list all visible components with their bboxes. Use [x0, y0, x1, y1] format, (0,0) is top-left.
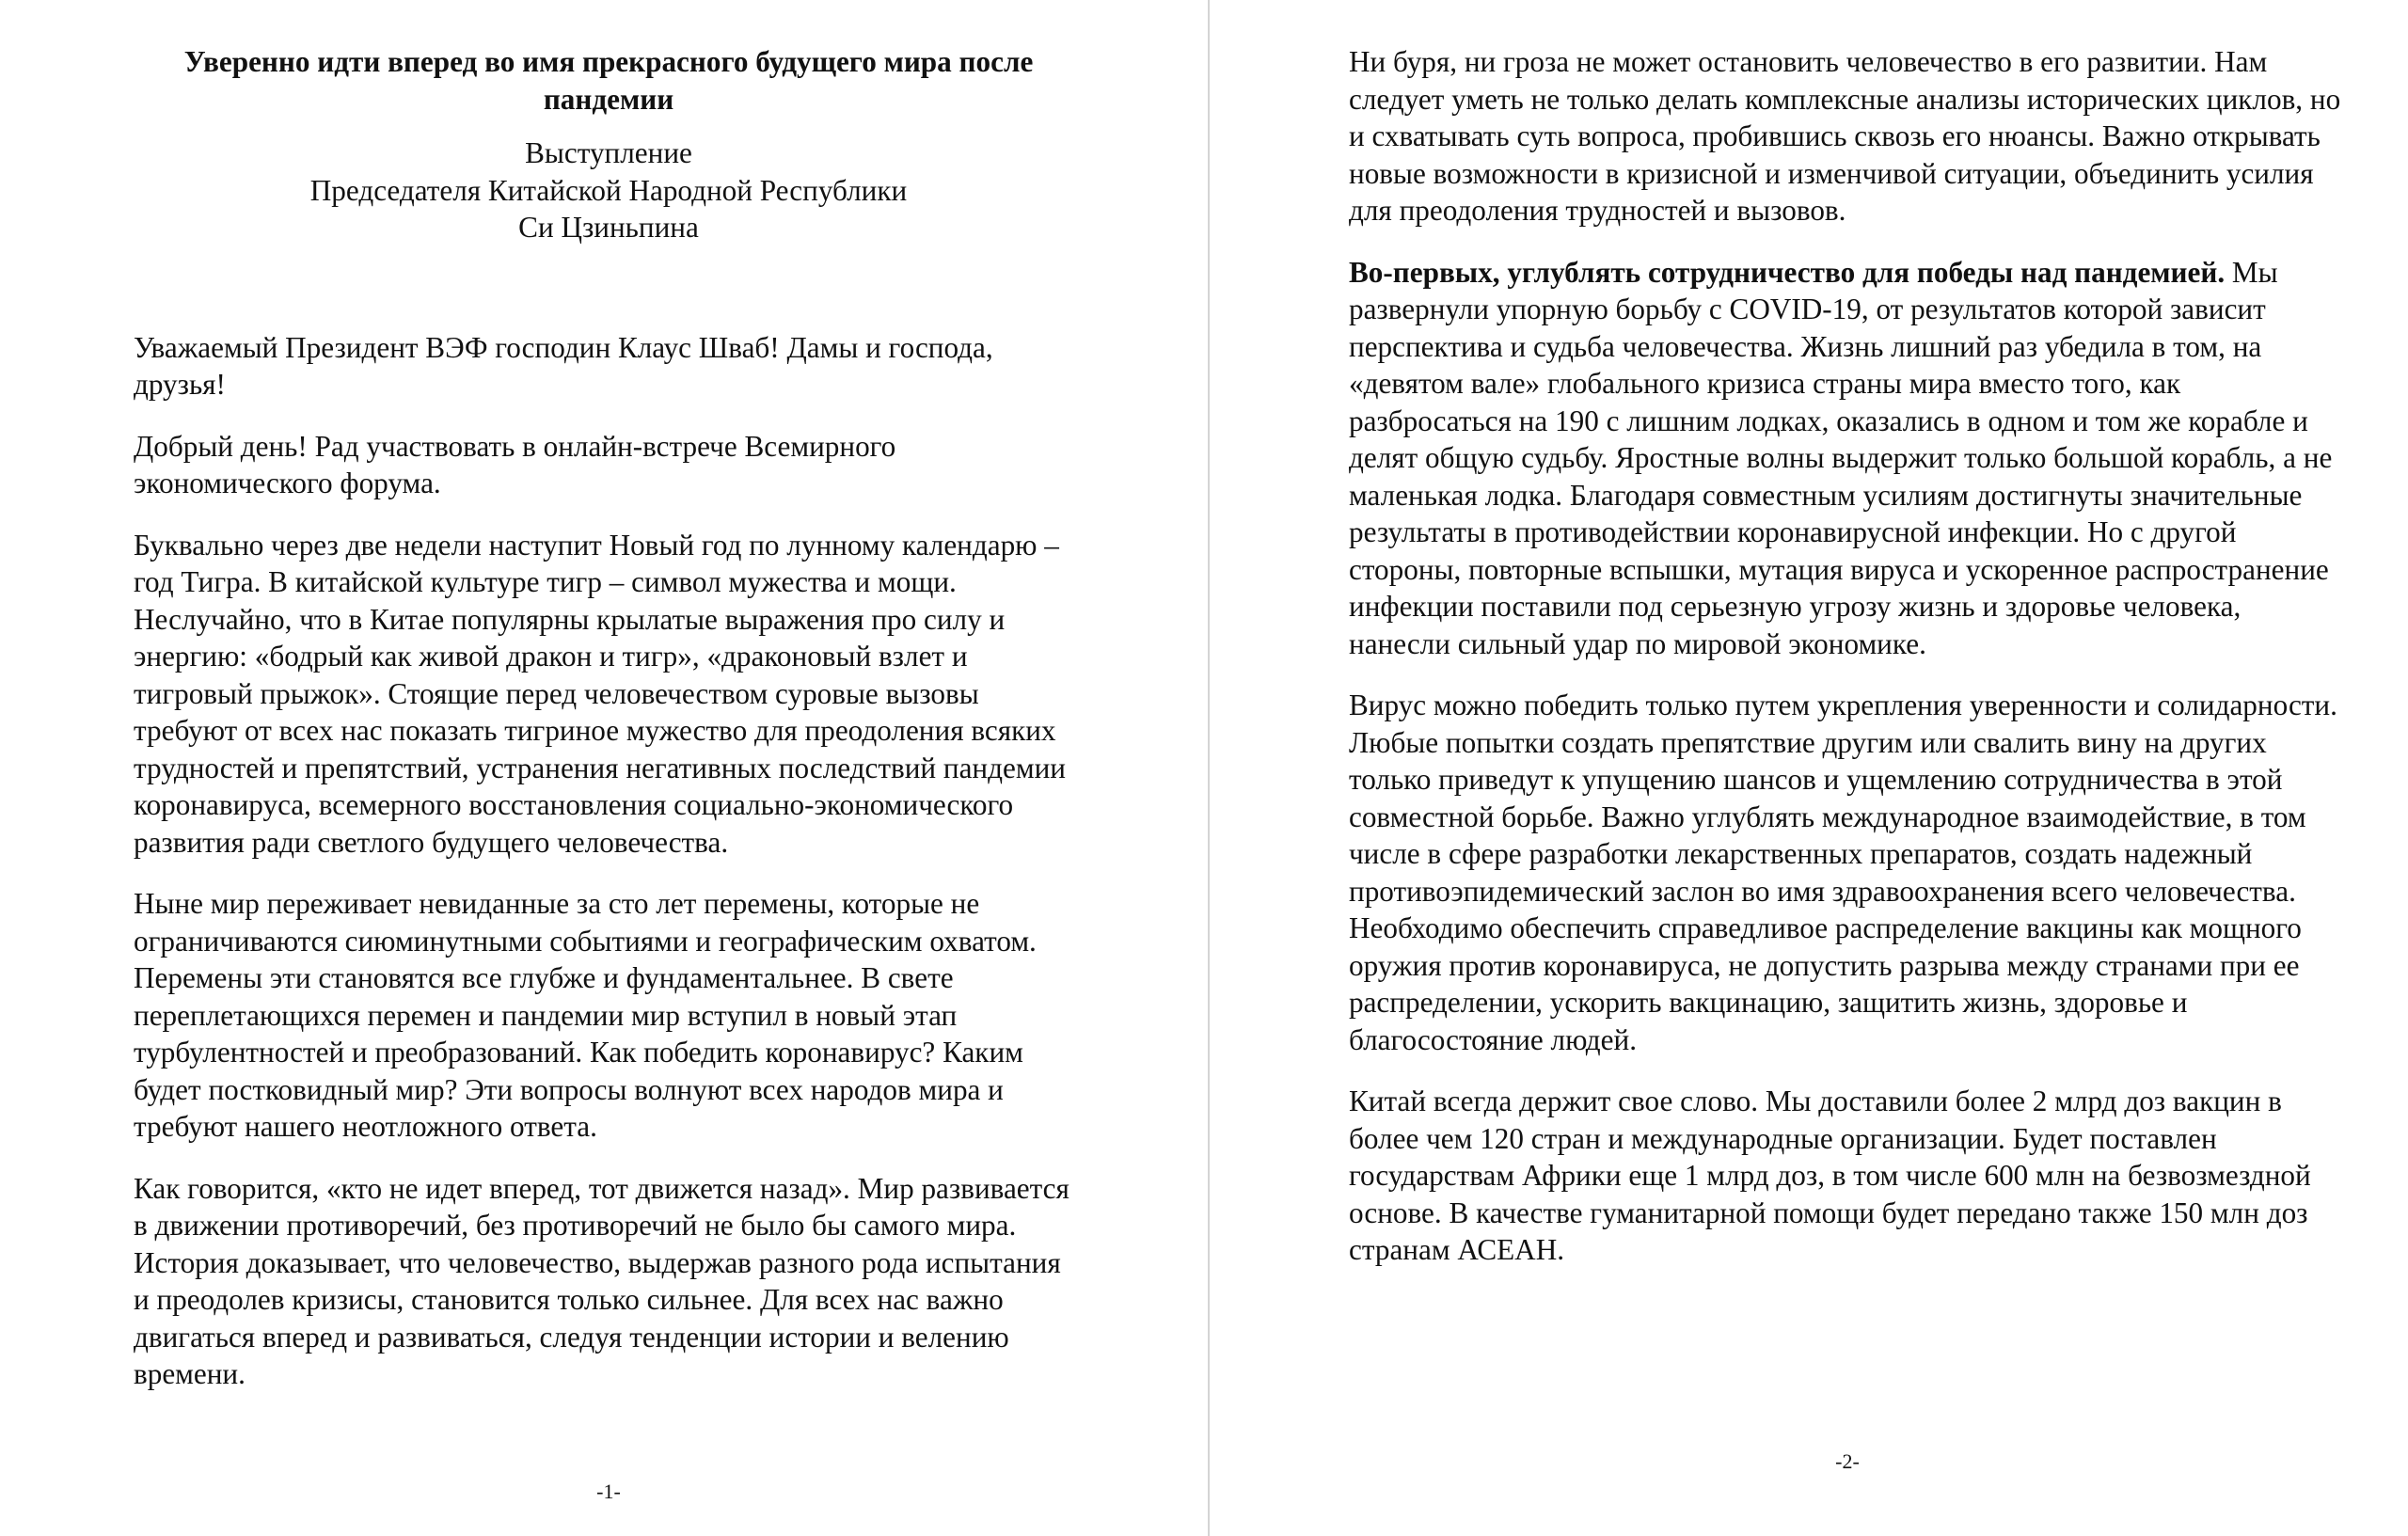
page-number-2: -2- — [1835, 1449, 1860, 1473]
paragraph-storm: Ни буря, ни гроза не может остановить человечество в его развитии. Нам следует уметь не только делать комплексные анализы исторических циклов, но и схватывать суть вопроса, пробившись сквозь его нюансы. Важно открывать новые возможности в кризисной и изменчивой ситуации, объединить усилия для преодоления трудностей и вызовов. — [1349, 45, 2341, 227]
paragraph-cooperation — [1349, 254, 2346, 663]
subtitle-line-1: Выступление — [525, 136, 692, 169]
paragraph-year-of-tiger: Буквально через две недели наступит Новый год по лунному календарю – год Тигра. В китайской культуре тигр – символ мужества и мощи. Неслучайно, что в Китае популярны крылатые выражения про силу и энергию: «бодрый как живой дракон и тигр», «драконовый взлет и тигровый прыжок». Стоящие перед человечеством суровые вызовы требуют от всех нас показать тигриное мужество для преодоления всяких трудностей и препятствий, устранения негативных последствий пандемии коронавируса, всемерного восстановления социально-экономического развития ради светлого будущего человечества. — [134, 528, 1066, 859]
page-number-1: -1- — [596, 1480, 621, 1503]
paragraph-cooperation-heading: Во-первых, углублять сотрудничество для победы над пандемией. — [1349, 255, 2226, 289]
speech-subtitle — [134, 135, 1084, 246]
document-page-2 — [1210, 0, 2408, 1536]
paragraph-solidarity: Вирус можно победить только путем укрепления уверенности и солидарности. Любые попытки создать препятствие другим или свалить вину на других только приведут к упущению шансов и ущемлению сотрудничества в этой совместной борьбе. Важно углублять международное взаимодействие, в том числе в сфере разработки лекарственных препаратов, создать надежный противоэпидемический заслон во имя здравоохранения всего человечества. Необходимо обеспечить справедливое распределение вакцины как мощного оружия против коронавируса, не допустить разрыва между странами при ее распределении, ускорить вакцинацию, защитить жизнь, здоровье и благосостояние людей. — [1349, 689, 2337, 1056]
subtitle-line-3: Си Цзиньпина — [518, 211, 699, 244]
paragraph-vaccines: Китай всегда держит свое слово. Мы доставили более 2 млрд доз вакцин в более чем 120 стран и международные организации. Будет поставлен государствам Африки еще 1 млрд доз, в том числе 600 млн на безвозмездной основе. В качестве гуманитарной помощи будет передано также 150 млн доз странам АСЕАН. — [1349, 1085, 2311, 1266]
speech-title: Уверенно идти вперед во имя прекрасного будущего мира после пандемии — [183, 45, 1034, 116]
paragraph-cooperation-text: Мы развернули упорную борьбу с COVID-19, от результатов которой зависит перспектива и судьба человечества. Жизнь лишний раз убедила в том, на «девятом вале» глобального кризиса страны мира вместо того, как разбросаться на 190 с лишним лодках, оказались в одном и том же корабле и делят общую судьбу. Яростные волны выдержит только большой корабль, а не маленькая лодка. Благодаря совместным усилиям достигнуты значительные результаты в противодействии коронавирусной инфекции. Но с другой стороны, повторные вспышки, мутация вируса и ускоренное распространение инфекции поставили под серьезную угрозу жизнь и здоровье человека, нанесли сильный удар по мировой экономике. — [1349, 255, 2333, 660]
paragraph-world-changes: Ныне мир переживает невиданные за сто лет перемены, которые не ограничиваются сиюминутными событиями и географическим охватом. Перемены эти становятся все глубже и фундаментальнее. В свете переплетающихся перемен и пандемии мир вступил в новый этап турбулентностей и преобразований. Как победить коронавирус? Каким будет постковидный мир? Эти вопросы волнуют всех народов мира и требуют нашего неотложного ответа. — [134, 887, 1037, 1143]
paragraph-greeting: Уважаемый Президент ВЭФ господин Клаус Шваб! Дамы и господа, друзья! — [134, 330, 993, 401]
paragraph-moving-forward: Как говорится, «кто не идет вперед, тот движется назад». Мир развивается в движении противоречий, без противоречий не было бы самого мира. История доказывает, что человечество, выдержав разного рода испытания и преодолев кризисы, становится только сильнее. Для всех нас важно двигаться вперед и развиваться, следуя тенденции истории и велению времени. — [134, 1171, 1069, 1390]
page-2-content — [1349, 43, 2346, 1293]
paragraph-good-day: Добрый день! Рад участвовать в онлайн-встрече Всемирного экономического форума. — [134, 429, 896, 499]
page-1-content — [134, 43, 1084, 1417]
subtitle-line-2: Председателя Китайской Народной Республики — [309, 173, 908, 207]
